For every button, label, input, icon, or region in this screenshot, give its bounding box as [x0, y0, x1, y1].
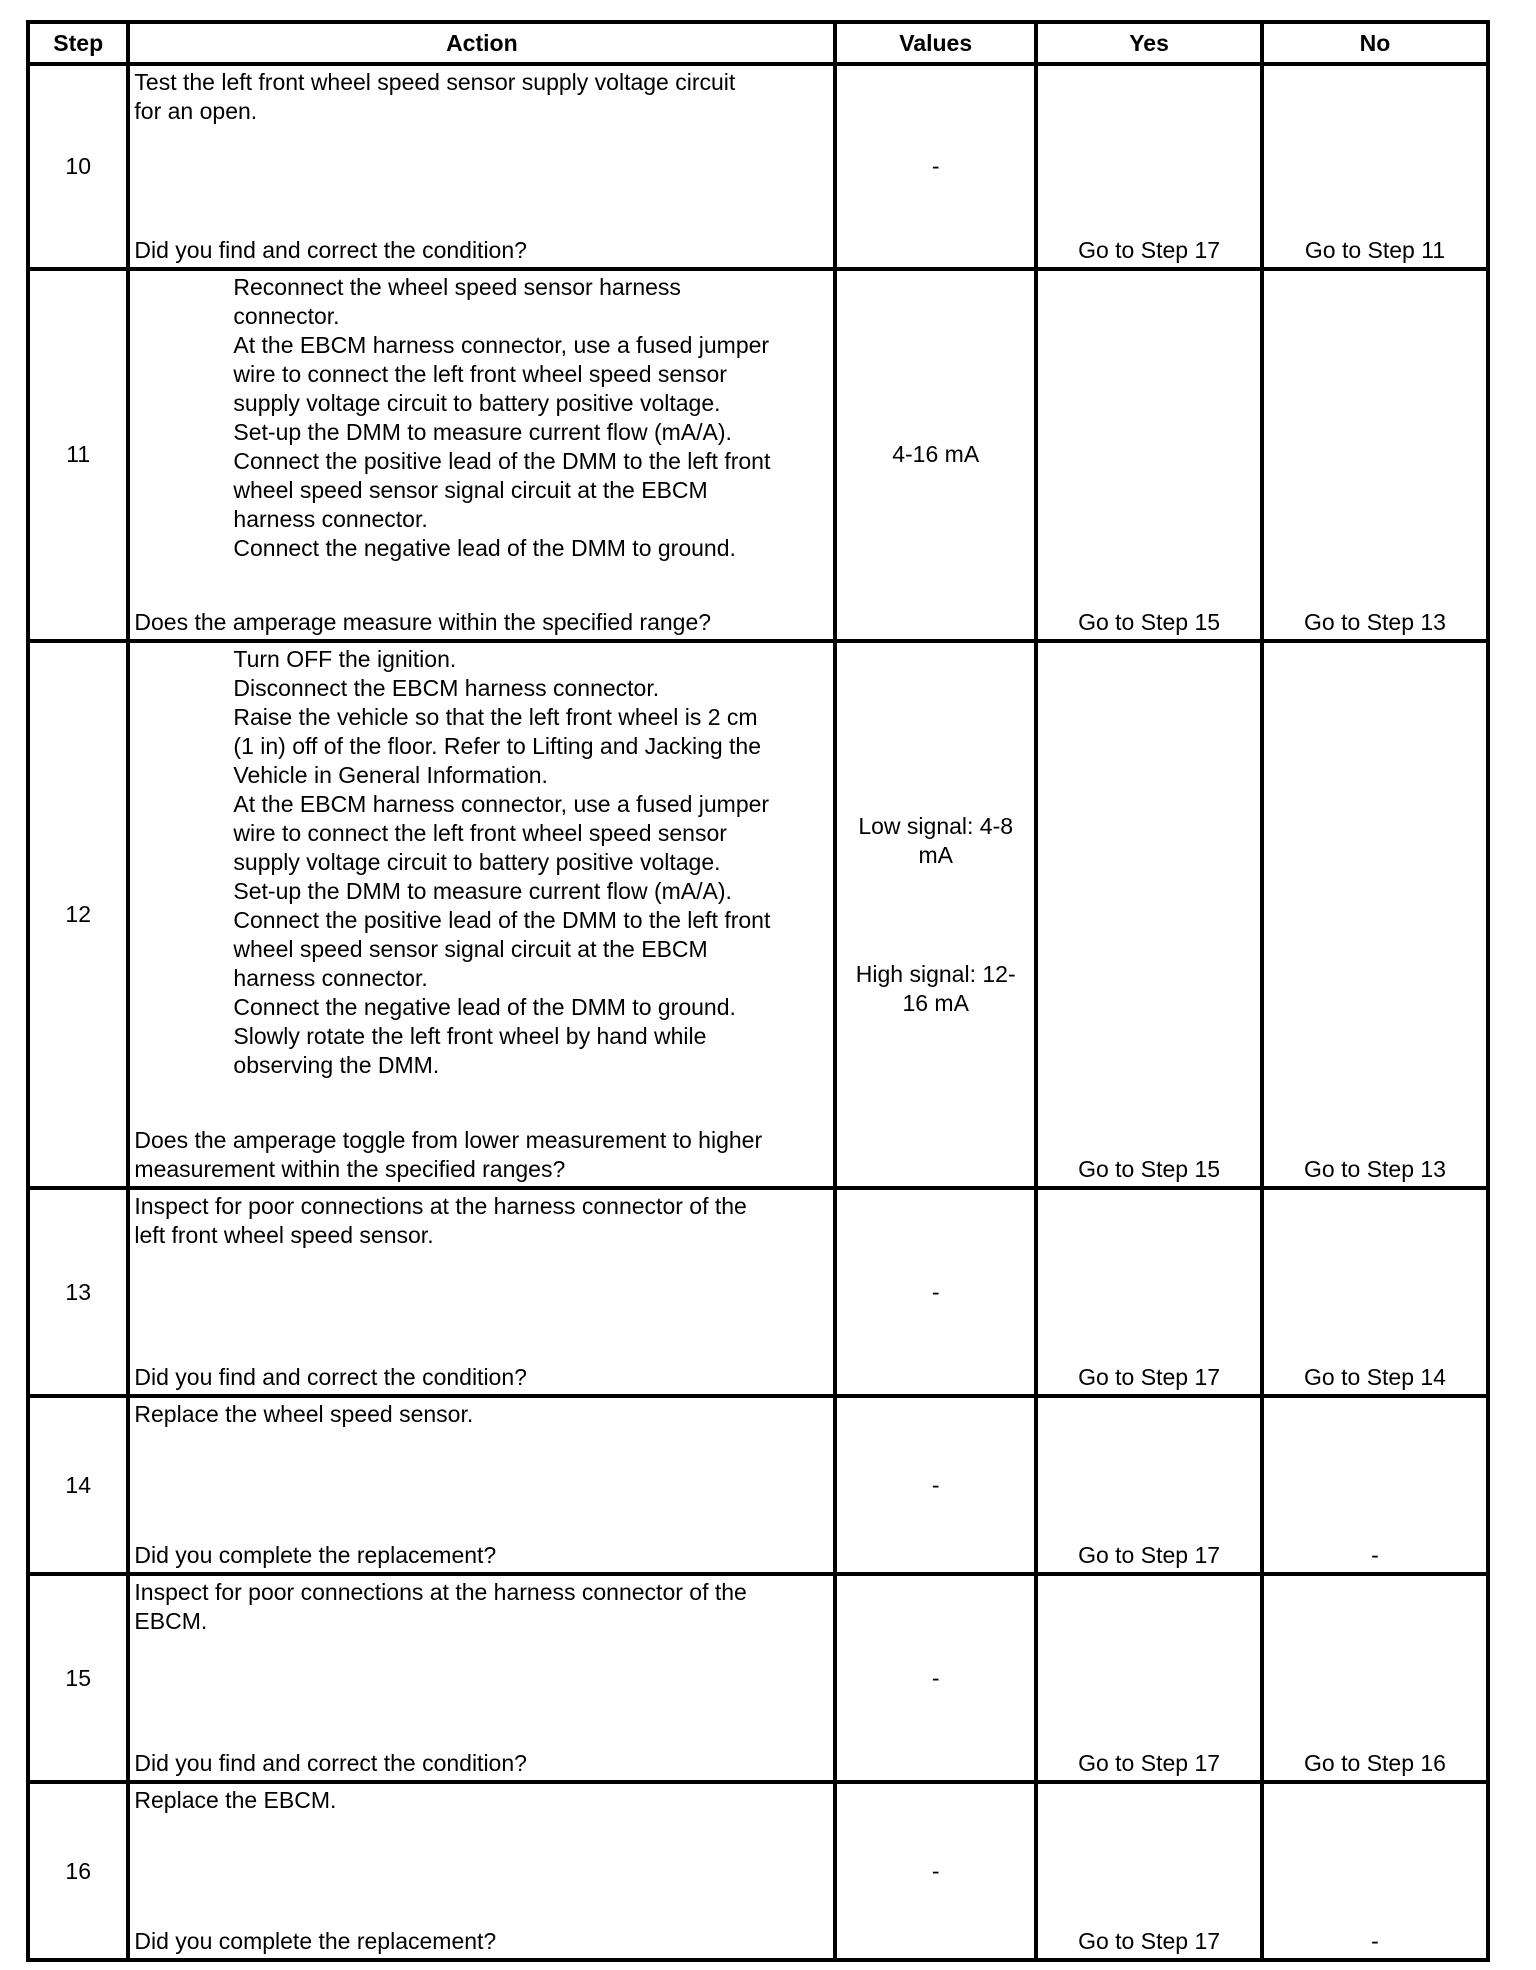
action-content: [130, 271, 833, 639]
action-substep-line: Disconnect the EBCM harness connector.: [233, 674, 660, 701]
table-row: [28, 1782, 1488, 1960]
action-substep-line: harness connector.: [233, 505, 428, 532]
action-substep-line: Reconnect the wheel speed sensor harness: [233, 273, 681, 300]
action-substep-line: Turn OFF the ignition.: [233, 645, 457, 672]
action-cell: [128, 269, 835, 641]
action-instructions: [134, 273, 829, 563]
action-substep-line: supply voltage circuit to battery positive voltage.: [233, 848, 721, 875]
table-row: [28, 64, 1488, 269]
value-text: 4-16 mA: [892, 441, 980, 468]
no-cell: Go to Step 13: [1262, 269, 1488, 641]
action-substep-line: At the EBCM harness connector, use a fused jumper: [233, 331, 770, 358]
action-question: Did you find and correct the condition?: [134, 1750, 527, 1777]
yes-cell: Go to Step 17: [1036, 1782, 1262, 1960]
action-substep-line: wheel speed sensor signal circuit at the EBCM: [233, 476, 708, 503]
step-cell: 13: [28, 1188, 128, 1396]
action-substep-line: Vehicle in General Information.: [233, 761, 548, 788]
no-cell: -: [1262, 1782, 1488, 1960]
action-substep-line: Set-up the DMM to measure current flow (mA/A).: [233, 877, 732, 904]
action-intro-text: Inspect for poor connections at the harness connector of the EBCM.: [134, 1579, 747, 1635]
action-content: [130, 1576, 833, 1780]
action-question: Did you complete the replacement?: [134, 1928, 497, 1954]
value-text: -: [931, 1664, 940, 1691]
action-substep-line: (1 in) off of the floor. Refer to Lifting and Jacking the: [233, 732, 762, 759]
values-spacer: [837, 870, 1034, 960]
action-cell: [128, 641, 835, 1189]
action-substeps: [134, 645, 829, 1080]
step-cell: 15: [28, 1574, 128, 1782]
action-substep-line: Connect the positive lead of the DMM to the left front: [233, 906, 771, 933]
action-substep-line: wire to connect the left front wheel speed sensor: [233, 360, 727, 387]
action-instructions: [134, 1786, 829, 1815]
table-row: [28, 1396, 1488, 1574]
header-no: No: [1262, 22, 1488, 64]
header-row: [28, 22, 1488, 64]
value-text: -: [931, 1471, 940, 1498]
no-cell: -: [1262, 1396, 1488, 1574]
action-cell: [128, 1188, 835, 1396]
table-row: [28, 641, 1488, 1189]
action-substep-line: wire to connect the left front wheel speed sensor: [233, 819, 727, 846]
yes-cell: Go to Step 15: [1036, 641, 1262, 1189]
action-substep-line: Connect the negative lead of the DMM to ground.: [233, 534, 736, 561]
action-substep-line: Connect the negative lead of the DMM to ground.: [233, 993, 736, 1020]
value-text: Low signal: 4-8: [858, 812, 1014, 839]
value-text: -: [931, 152, 940, 179]
diagnostic-table: [26, 20, 1490, 1962]
value-text: -: [931, 1278, 940, 1305]
action-instructions: [134, 1400, 829, 1429]
values-cell: [835, 1396, 1036, 1574]
values-cell: [835, 1782, 1036, 1960]
header-action: Action: [128, 22, 835, 64]
action-intro-text: Inspect for poor connections at the harness connector of the left front wheel speed sensor.: [134, 1193, 747, 1249]
action-cell: [128, 1574, 835, 1782]
action-intro-text: Replace the EBCM.: [134, 1787, 337, 1814]
action-content: [130, 1398, 833, 1572]
step-cell: 12: [28, 641, 128, 1189]
yes-cell: Go to Step 17: [1036, 1188, 1262, 1396]
action-cell: [128, 64, 835, 269]
header-values: Values: [835, 22, 1036, 64]
action-instructions: [134, 1578, 829, 1636]
action-intro-text: Replace the wheel speed sensor.: [134, 1401, 474, 1428]
value-text: High signal: 12-: [855, 960, 1016, 987]
yes-cell: Go to Step 17: [1036, 64, 1262, 269]
yes-cell: Go to Step 17: [1036, 1396, 1262, 1574]
step-cell: 16: [28, 1782, 128, 1960]
step-cell: 11: [28, 269, 128, 641]
action-cell: [128, 1782, 835, 1960]
values-cell: [835, 1188, 1036, 1396]
values-cell: [835, 641, 1036, 1189]
action-substep-line: Slowly rotate the left front wheel by hand while: [233, 1022, 707, 1049]
table-row: [28, 1188, 1488, 1396]
action-content: [130, 66, 833, 267]
action-substep-line: Raise the vehicle so that the left front wheel is 2 cm: [233, 703, 758, 730]
action-question: Does the amperage measure within the specified range?: [134, 608, 712, 635]
action-question: Did you find and correct the condition?: [134, 1364, 527, 1391]
action-substep-line: supply voltage circuit to battery positive voltage.: [233, 389, 721, 416]
values-cell: [835, 64, 1036, 269]
no-cell: Go to Step 13: [1262, 641, 1488, 1189]
action-question: Did you complete the replacement?: [134, 1542, 497, 1569]
table-body: [28, 64, 1488, 1960]
action-substep-line: connector.: [233, 302, 340, 329]
action-substep-line: wheel speed sensor signal circuit at the EBCM: [233, 935, 708, 962]
action-content: [130, 643, 833, 1187]
values-cell: [835, 269, 1036, 641]
yes-cell: Go to Step 15: [1036, 269, 1262, 641]
value-text: mA: [918, 841, 953, 868]
value-text: 16 mA: [902, 989, 969, 1016]
action-substep-line: observing the DMM.: [233, 1051, 440, 1078]
yes-cell: Go to Step 17: [1036, 1574, 1262, 1782]
action-content: [130, 1784, 833, 1958]
header-step: Step: [28, 22, 128, 64]
table-row: [28, 269, 1488, 641]
action-instructions: [134, 1192, 829, 1250]
action-cell: [128, 1396, 835, 1574]
action-content: [130, 1190, 833, 1394]
action-instructions: [134, 68, 829, 126]
action-substep-line: Connect the positive lead of the DMM to the left front: [233, 447, 771, 474]
action-question: Does the amperage toggle from lower measurement to higher measurement within the specified ranges?: [134, 1127, 763, 1183]
action-substep-line: At the EBCM harness connector, use a fused jumper: [233, 790, 770, 817]
value-text: -: [931, 1857, 940, 1884]
action-instructions: [134, 645, 829, 1080]
header-yes: Yes: [1036, 22, 1262, 64]
no-cell: Go to Step 16: [1262, 1574, 1488, 1782]
values-cell: [835, 1574, 1036, 1782]
table-row: [28, 1574, 1488, 1782]
no-cell: Go to Step 14: [1262, 1188, 1488, 1396]
action-substep-line: harness connector.: [233, 964, 428, 991]
action-intro-text: Test the left front wheel speed sensor supply voltage circuit for an open.: [134, 69, 736, 124]
step-cell: 14: [28, 1396, 128, 1574]
action-substep-line: Set-up the DMM to measure current flow (mA/A).: [233, 418, 732, 445]
step-cell: 10: [28, 64, 128, 269]
action-question: Did you find and correct the condition?: [134, 236, 527, 263]
action-substeps: [134, 273, 829, 563]
no-cell: Go to Step 11: [1262, 64, 1488, 269]
